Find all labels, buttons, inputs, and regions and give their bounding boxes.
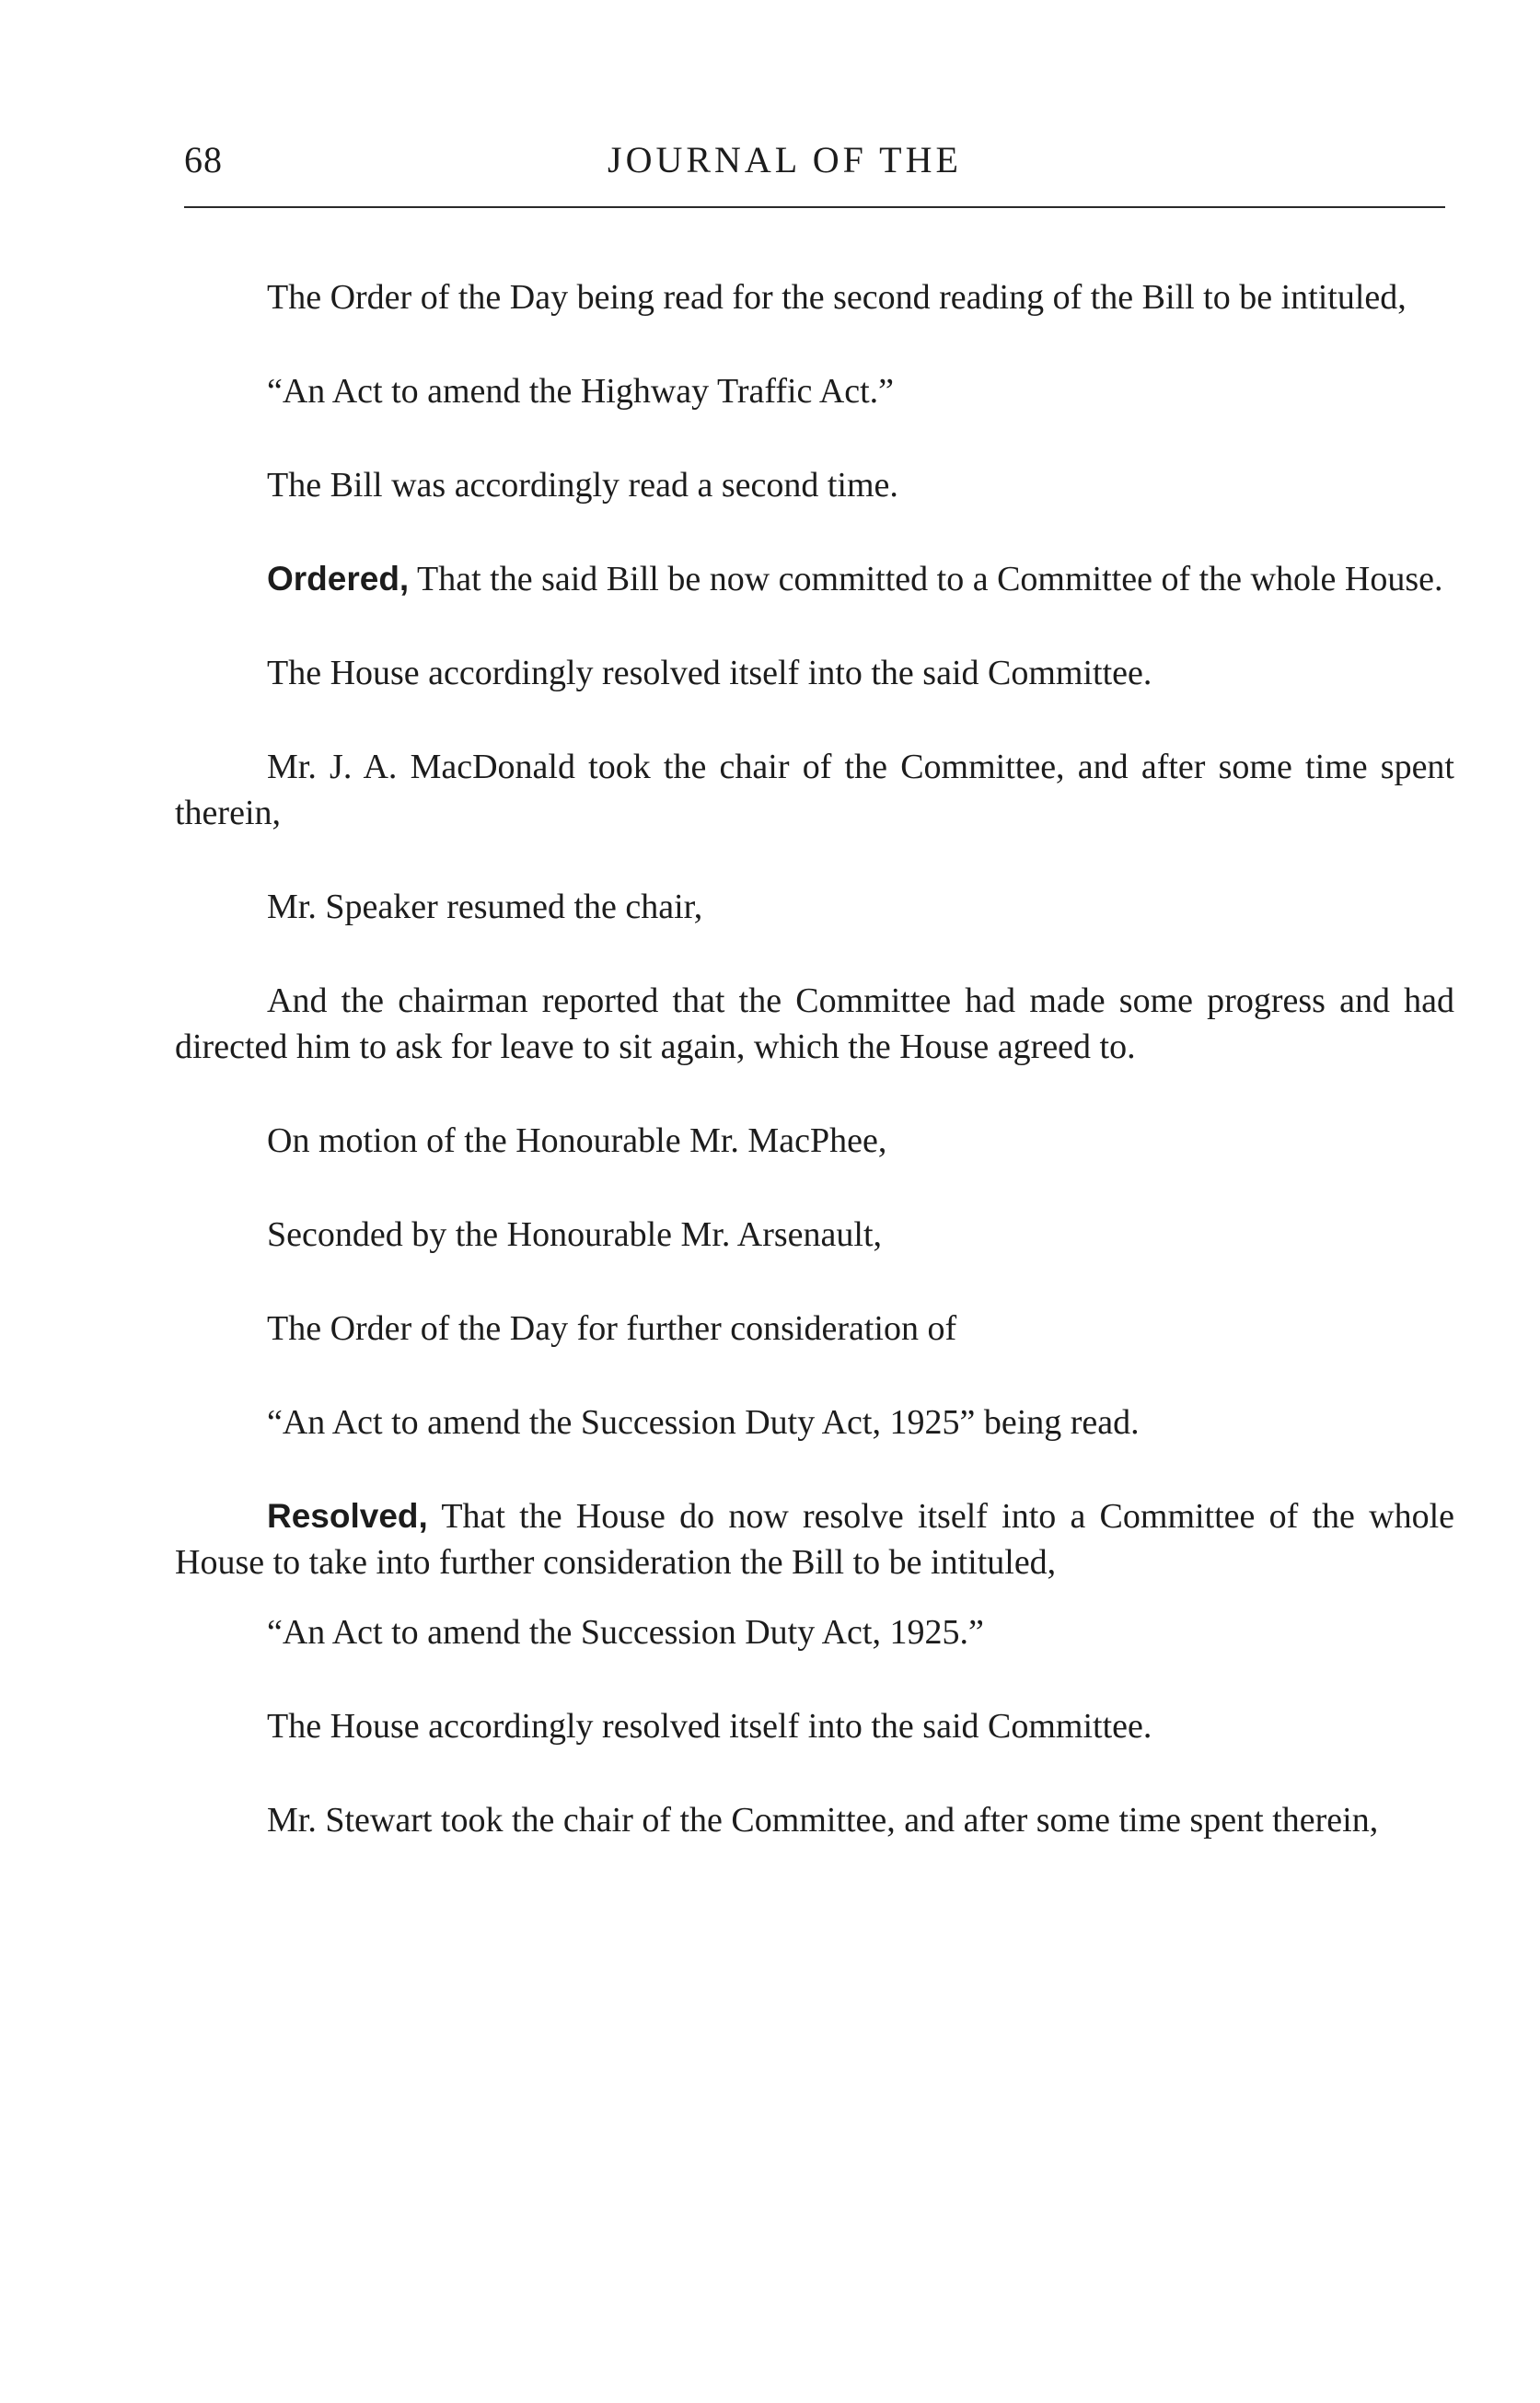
header-rule — [184, 206, 1445, 208]
paragraph-text: The Order of the Day for further consideration of — [267, 1309, 957, 1348]
paragraph-text: The Bill was accordingly read a second time. — [267, 466, 898, 505]
paragraph-text: That the House do now resolve itself into a Committee of the whole House to take into further consideration the Bill to be intituled, — [175, 1497, 1454, 1582]
bill-title: “An Act to amend the Succession Duty Act, 1925” being read. — [267, 1403, 1140, 1442]
bill-title: “An Act to amend the Succession Duty Act, 1925.” — [267, 1613, 984, 1652]
paragraph — [175, 462, 1454, 508]
paragraph — [175, 1703, 1454, 1749]
paragraph — [175, 978, 1454, 1070]
paragraph — [175, 274, 1454, 320]
paragraph — [175, 1212, 1454, 1258]
paragraph-text: Mr. Speaker resumed the chair, — [267, 888, 703, 926]
paragraph-text: Seconded by the Honourable Mr. Arsenault, — [267, 1215, 883, 1254]
paragraph-lead: Ordered, — [267, 560, 410, 598]
paragraph-text: On motion of the Honourable Mr. MacPhee, — [267, 1121, 887, 1160]
paragraph-text: And the chairman reported that the Committee had made some progress and had directed him to ask for leave to sit again, which the House agreed to. — [175, 981, 1454, 1066]
paragraph-text: The House accordingly resolved itself into the said Committee. — [267, 1707, 1152, 1746]
page-number: 68 — [184, 139, 223, 180]
paragraph-text: Mr. J. A. MacDonald took the chair of the Committee, and after some time spent therein, — [175, 748, 1454, 832]
paragraph-text: The House accordingly resolved itself into the said Committee. — [267, 654, 1152, 692]
paragraph — [175, 884, 1454, 930]
paragraph-text: The Order of the Day being read for the second reading of the Bill to be intituled, — [267, 278, 1407, 317]
bill-title: “An Act to amend the Highway Traffic Act.” — [267, 372, 895, 411]
paragraph — [175, 556, 1454, 602]
paragraph — [175, 744, 1454, 836]
page-header — [184, 138, 1445, 193]
paragraph — [175, 1118, 1454, 1164]
paragraph-lead: Resolved, — [267, 1497, 428, 1535]
paragraph-text: Mr. Stewart took the chair of the Committee, and after some time spent therein, — [267, 1801, 1379, 1840]
paragraph — [175, 1797, 1454, 1843]
running-head: JOURNAL OF THE — [608, 139, 962, 180]
paragraph — [175, 1306, 1454, 1352]
paragraph — [175, 1609, 1454, 1655]
paragraph — [175, 650, 1454, 696]
journal-body — [175, 274, 1454, 1891]
paragraph-text: That the said Bill be now committed to a Committee of the whole House. — [409, 560, 1443, 598]
paragraph — [175, 1493, 1454, 1585]
paragraph — [175, 1399, 1454, 1445]
paragraph — [175, 368, 1454, 414]
